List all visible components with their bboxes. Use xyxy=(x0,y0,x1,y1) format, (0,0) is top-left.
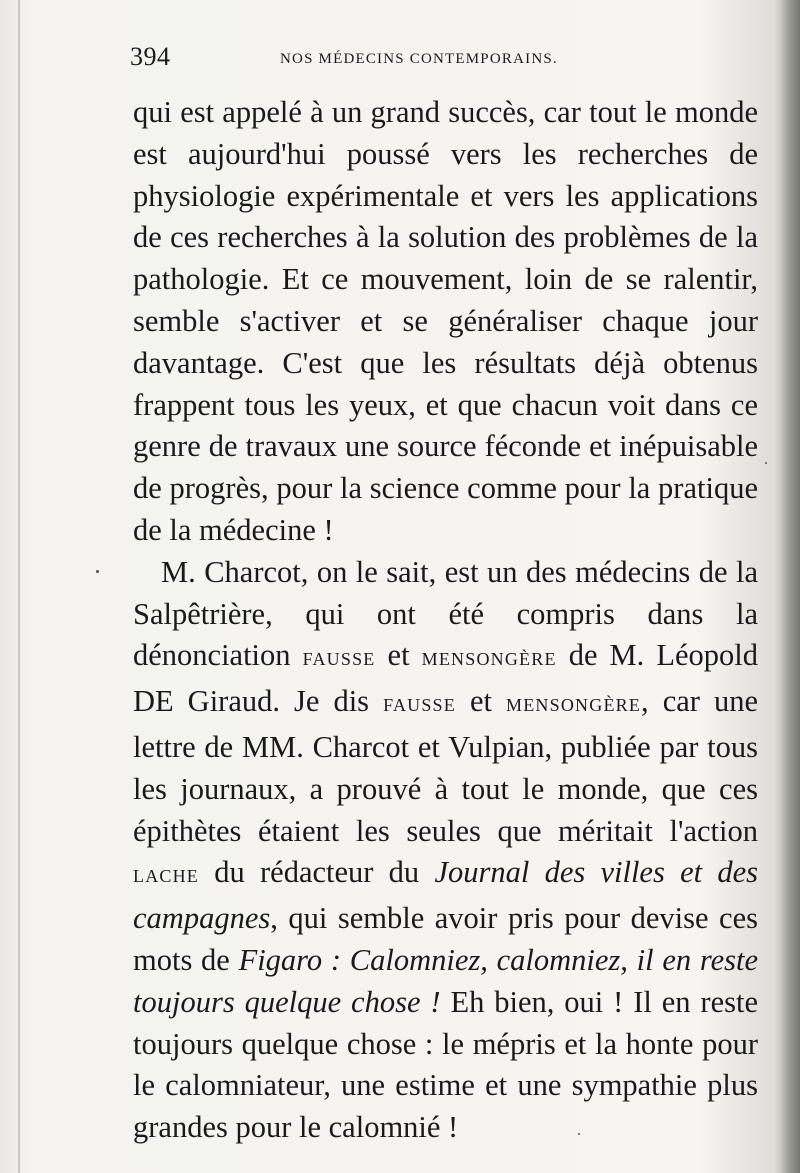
para2-text-4: et xyxy=(455,684,507,719)
word-mensongere: MENSONGÈRE xyxy=(506,695,642,716)
paragraph-1: qui est appelé à un grand succès, car tout le monde est aujourd'hui poussé vers les recherches de physiologie expérimentale et vers les applications de ces recherches à la solution des problèmes de la pathologie. Et ce mouvement, loin de se ralentir, semble s'activer et se généraliser chaque jour davantage. C'est que les résultats déjà obtenus frappent tous les yeux, et que chacun voit dans ce genre de travaux une source féconde et inépuisable de progrès, pour la science comme pour la pratique de la médecine ! xyxy=(133,95,758,547)
print-speck xyxy=(96,570,99,573)
para2-text-9: Eh bien, oui ! Il en reste toujours quelque chose : le mépris et la honte pour le calomniateur, une estime et une sympathie plus grandes pour le calomnié ! xyxy=(133,984,758,1145)
journal-title: Journal des villes et des campagnes xyxy=(133,855,759,936)
page-gutter-shadow xyxy=(774,0,800,1173)
page-number: 394 xyxy=(130,42,171,71)
figaro-reference: Figaro : xyxy=(238,942,342,977)
page-header xyxy=(130,42,640,76)
running-title: NOS MÉDECINS CONTEMPORAINS. xyxy=(280,51,558,67)
para2-text-2: et xyxy=(375,638,422,673)
word-fausse: FAUSSE xyxy=(383,695,456,716)
page-left-edge xyxy=(18,0,20,1173)
word-fausse: FAUSSE xyxy=(302,649,376,670)
print-speck xyxy=(765,462,767,464)
para2-text-1: M. Charcot, on le sait, est un des médecins de la Salpêtrière, qui ont été compris dans la dénonciation xyxy=(133,554,758,673)
paragraph-2 xyxy=(133,552,758,1149)
word-mensongere: MENSONGÈRE xyxy=(421,649,557,670)
word-lache: LACHE xyxy=(133,866,199,887)
print-speck xyxy=(578,1133,580,1135)
para2-text-5: , car une lettre de MM. Charcot et Vulpian, publiée par tous les journaux, a prouvé à tout le monde, que ces épithètes étaient les seules que méritait l'action xyxy=(133,684,758,848)
para2-text-8 xyxy=(341,943,350,977)
body-text xyxy=(133,92,758,1149)
para2-text-7: , qui semble avoir pris pour devise ces mots de xyxy=(133,901,758,977)
para2-text-3: de M. Léopold DE Giraud. Je dis xyxy=(133,638,759,719)
para2-text-6: du rédacteur du xyxy=(199,855,435,890)
figaro-quote: Calomniez, calomniez, il en reste toujours quelque chose ! xyxy=(133,942,759,1019)
